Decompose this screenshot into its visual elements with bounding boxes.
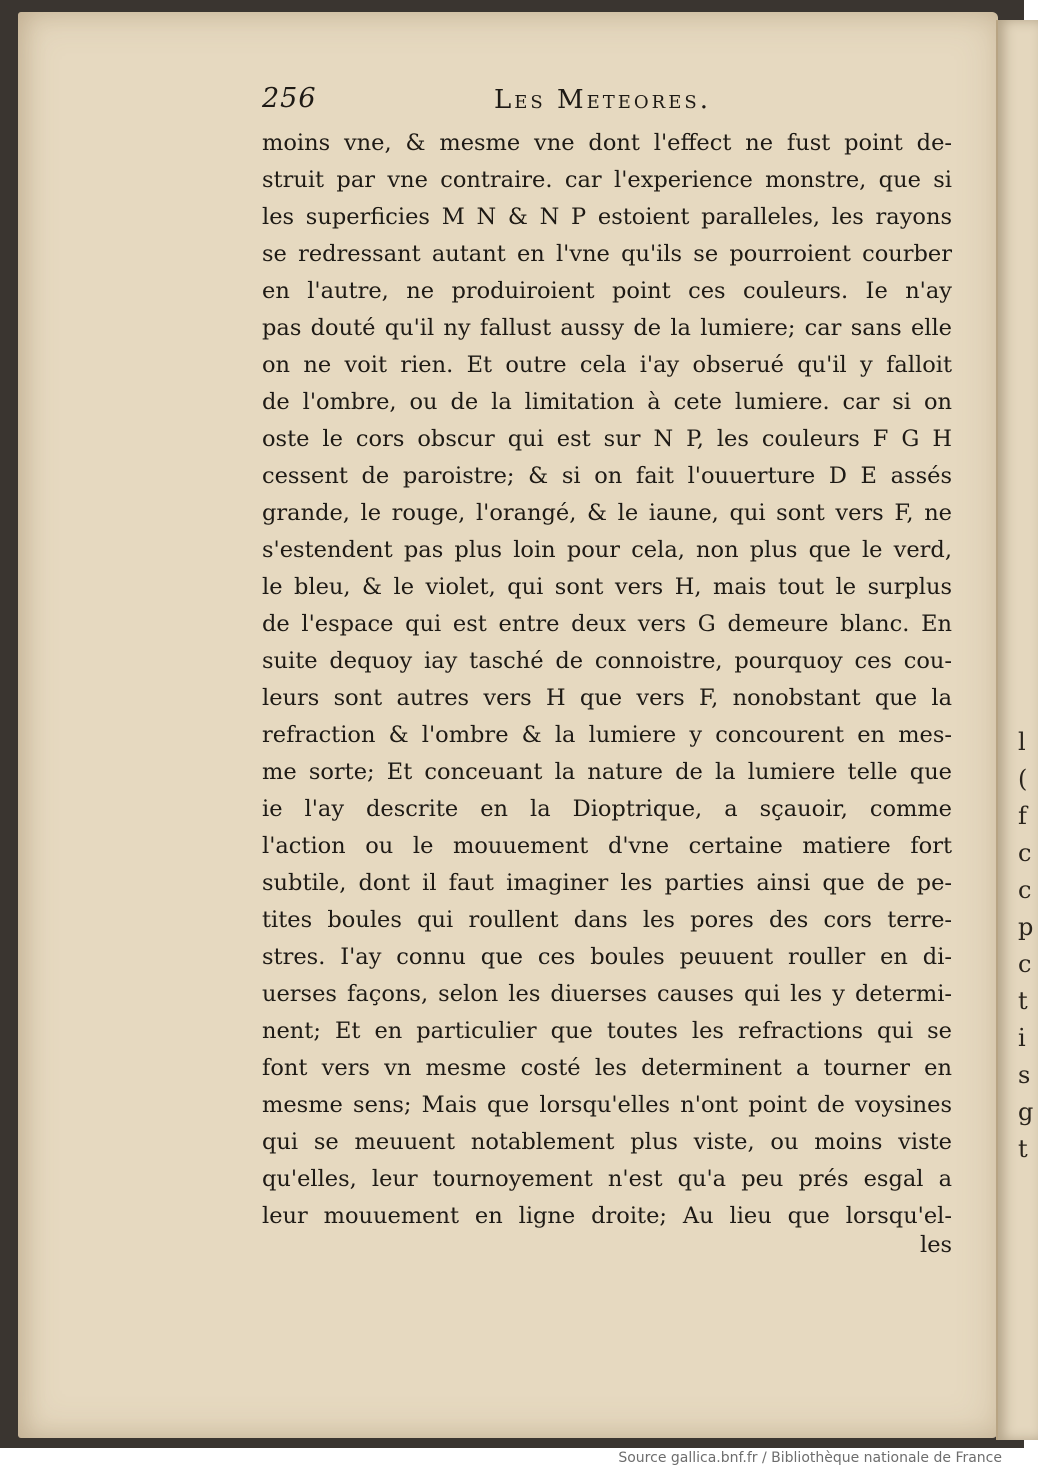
text-line: subtile, dont il faut imaginer les parties ainsi que de pe- — [262, 870, 952, 896]
text-line: mesme sens; Mais que lorsqu'elles n'ont point de voysines — [262, 1092, 952, 1118]
text-line: pas douté qu'il ny fallust aussy de la lumiere; car sans elle — [262, 315, 952, 341]
text-line: refraction & l'ombre & la lumiere y concourent en mes- — [262, 722, 952, 748]
text-line: suite dequoy iay tasché de connoistre, pourquoy ces cou- — [262, 648, 952, 674]
text-line: grande, le rouge, l'orangé, & le iaune, qui sont vers F, ne — [262, 500, 952, 526]
page-header — [262, 83, 962, 123]
text-line: ie l'ay descrite en la Dioptrique, a sçauoir, comme — [262, 796, 952, 822]
catchword: les — [920, 1232, 953, 1258]
text-line: l'action ou le mouuement d'vne certaine matiere fort — [262, 833, 952, 859]
text-line: le bleu, & le violet, qui sont vers H, mais tout le surplus — [262, 574, 952, 600]
facing-page-glyph: c — [1018, 950, 1032, 978]
text-line: leur mouuement en ligne droite; Au lieu que lorsqu'el- — [262, 1203, 952, 1229]
text-line: cessent de paroistre; & si on fait l'ouuerture D E assés — [262, 463, 952, 489]
text-line: struit par vne contraire. car l'experience monstre, que si — [262, 167, 952, 193]
facing-page-glyph: l — [1018, 728, 1026, 756]
text-line: uerses façons, selon les diuerses causes qui les y determi- — [262, 981, 952, 1007]
facing-page-glyph: f — [1018, 802, 1027, 830]
text-line: nent; Et en particulier que toutes les refractions qui se — [262, 1018, 952, 1044]
text-line: s'estendent pas plus loin pour cela, non plus que le verd, — [262, 537, 952, 563]
text-line: de l'ombre, ou de la limitation à cete lumiere. car si on — [262, 389, 952, 415]
text-line: on ne voit rien. Et outre cela i'ay obserué qu'il y falloit — [262, 352, 952, 378]
facing-page-glyph: p — [1018, 913, 1034, 941]
text-line: font vers vn mesme costé les determinent a tourner en — [262, 1055, 952, 1081]
text-line: de l'espace qui est entre deux vers G demeure blanc. En — [262, 611, 952, 637]
facing-page-glyph: g — [1018, 1098, 1034, 1126]
source-credit: Source gallica.bnf.fr / Bibliothèque nationale de France — [618, 1450, 1002, 1466]
facing-page-glyph: c — [1018, 839, 1032, 867]
text-line: moins vne, & mesme vne dont l'effect ne fust point de- — [262, 130, 952, 156]
facing-page-glyph: i — [1018, 1024, 1026, 1052]
facing-page-glyph: t — [1018, 987, 1028, 1015]
text-line: qu'elles, leur tournoyement n'est qu'a peu prés esgal a — [262, 1166, 952, 1192]
text-line: en l'autre, ne produiroient point ces couleurs. Ie n'ay — [262, 278, 952, 304]
text-line: leurs sont autres vers H que vers F, nonobstant que la — [262, 685, 952, 711]
text-line: qui se meuuent notablement plus viste, ou moins viste — [262, 1129, 952, 1155]
page-number: 256 — [262, 83, 317, 114]
text-line: stres. I'ay connu que ces boules peuuent rouller en di- — [262, 944, 952, 970]
facing-page-edge — [996, 20, 1038, 1440]
text-line: se redressant autant en l'vne qu'ils se pourroient courber — [262, 241, 952, 267]
text-line: les superficies M N & N P estoient paralleles, les rayons — [262, 204, 952, 230]
facing-page-glyph: c — [1018, 876, 1032, 904]
text-line: tites boules qui roullent dans les pores des cors terre- — [262, 907, 952, 933]
running-head: Les Meteores. — [494, 85, 711, 115]
facing-page-glyph: t — [1018, 1135, 1028, 1163]
facing-page-glyph: s — [1018, 1061, 1031, 1089]
text-line: oste le cors obscur qui est sur N P, les couleurs F G H — [262, 426, 952, 452]
facing-page-glyph: ( — [1018, 765, 1028, 793]
text-line: me sorte; Et conceuant la nature de la lumiere telle que — [262, 759, 952, 785]
